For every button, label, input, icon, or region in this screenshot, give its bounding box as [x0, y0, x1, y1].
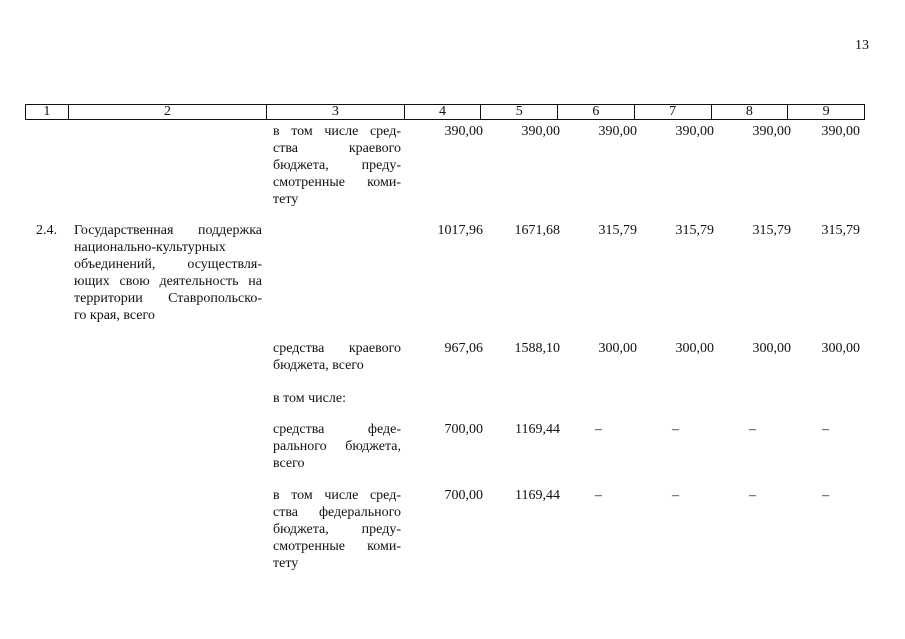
row-description: [273, 123, 401, 208]
desc-line: средства краевого: [273, 341, 401, 356]
header-col-3: 3: [267, 105, 405, 119]
desc-line: бюджета, преду-: [273, 522, 401, 537]
desc-line: ства федерального: [273, 505, 401, 520]
value-col-8: –: [749, 422, 756, 437]
header-col-4: 4: [405, 105, 482, 119]
page-number: 13: [855, 38, 869, 53]
desc-line: средства феде-: [273, 422, 401, 437]
value-col-5: 390,00: [521, 124, 560, 139]
desc-line: в том числе сред-: [273, 488, 401, 503]
value-col-7: 300,00: [675, 341, 714, 356]
value-col-7: –: [672, 488, 679, 503]
value-col-8: 300,00: [752, 341, 791, 356]
name-line: объединений, осуществля-: [74, 257, 262, 272]
table-header: [25, 104, 865, 120]
header-col-1: 1: [26, 105, 69, 119]
header-col-7: 7: [635, 105, 712, 119]
value-col-6: –: [595, 488, 602, 503]
value-col-5: 1169,44: [515, 422, 560, 437]
desc-line: смотренные коми-: [273, 539, 401, 554]
name-line: ющих свою деятельность на: [74, 274, 262, 289]
desc-line: тету: [273, 556, 299, 571]
value-col-9: 390,00: [821, 124, 860, 139]
value-col-8: 315,79: [752, 223, 791, 238]
value-col-6: 315,79: [598, 223, 637, 238]
header-col-6: 6: [558, 105, 635, 119]
row-description: [273, 487, 401, 572]
value-col-4: 1017,96: [437, 223, 483, 238]
value-col-7: –: [672, 422, 679, 437]
value-col-9: –: [822, 422, 829, 437]
desc-line: тету: [273, 192, 299, 207]
value-col-9: 300,00: [821, 341, 860, 356]
desc-line: всего: [273, 456, 305, 471]
value-col-6: –: [595, 422, 602, 437]
name-line: Государственная поддержка: [74, 223, 262, 238]
value-col-4: 700,00: [444, 422, 483, 437]
row-code: 2.4.: [36, 223, 57, 238]
desc-line: ства краевого: [273, 141, 401, 156]
value-col-5: 1671,68: [514, 223, 560, 238]
value-col-8: –: [749, 488, 756, 503]
header-col-2: 2: [69, 105, 267, 119]
name-line: го края, всего: [74, 308, 155, 323]
value-col-5: 1588,10: [514, 341, 560, 356]
desc-line: смотренные коми-: [273, 175, 401, 190]
desc-line: в том числе:: [273, 391, 346, 406]
desc-line: рального бюджета,: [273, 439, 401, 454]
name-line: национально-культурных: [74, 240, 226, 255]
header-col-5: 5: [481, 105, 558, 119]
desc-line: бюджета, всего: [273, 358, 364, 373]
value-col-9: 315,79: [821, 223, 860, 238]
value-col-7: 390,00: [675, 124, 714, 139]
desc-line: в том числе сред-: [273, 124, 401, 139]
row-description: [273, 390, 401, 407]
header-col-9: 9: [822, 104, 830, 119]
value-col-4: 700,00: [444, 488, 483, 503]
value-col-6: 300,00: [598, 341, 637, 356]
value-col-9: –: [822, 488, 829, 503]
name-line: территории Ставропольско-: [74, 291, 262, 306]
value-col-4: 390,00: [444, 124, 483, 139]
value-col-7: 315,79: [675, 223, 714, 238]
value-col-4: 967,06: [444, 341, 483, 356]
header-col-8: 8: [712, 105, 789, 119]
value-col-6: 390,00: [598, 124, 637, 139]
row-description: [273, 421, 401, 472]
value-col-8: 390,00: [752, 124, 791, 139]
value-col-5: 1169,44: [515, 488, 560, 503]
row-name: [74, 222, 262, 324]
desc-line: бюджета, преду-: [273, 158, 401, 173]
row-description: [273, 340, 401, 374]
